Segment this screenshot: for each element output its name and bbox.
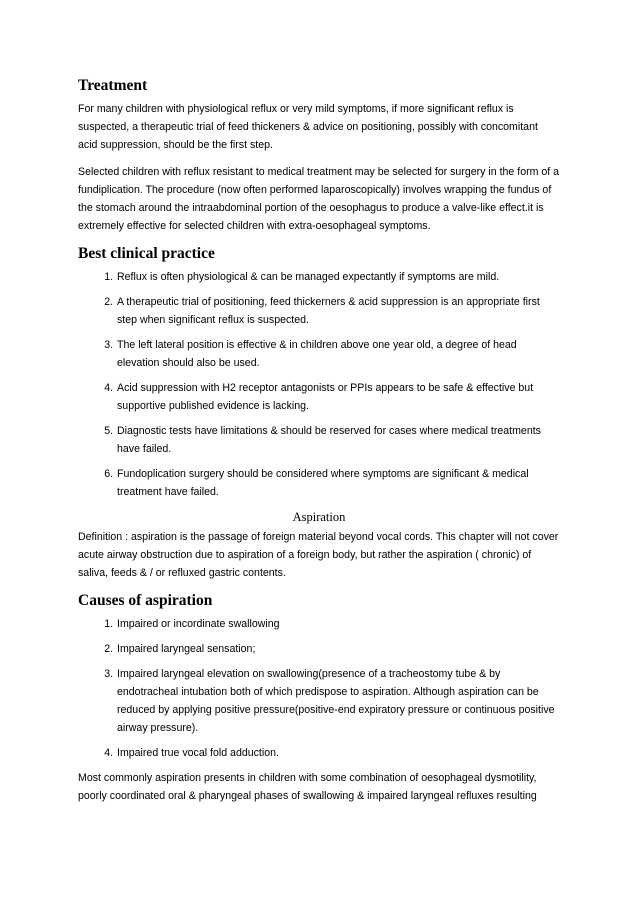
causes-list <box>78 615 560 762</box>
causes-heading: Causes of aspiration <box>78 592 213 609</box>
list-item: 4. Impaired true vocal fold adduction. <box>116 744 560 762</box>
list-item: 2. A therapeutic trial of positioning, feed thickerners & acid suppression is an appropriate first step when significant reflux is suspected. <box>116 293 560 329</box>
list-item: 5. Diagnostic tests have limitations & should be reserved for cases where medical treatments have failed. <box>116 422 560 458</box>
aspiration-title: Aspiration <box>292 510 346 524</box>
treatment-paragraph-2: Selected children with reflux resistant to medical treatment may be selected for surgery in the form of a fundiplication. The procedure (now often performed laparoscopically) involves wrapping the fundus of the stomach around the intraabdominal portion of the oesophagus to produce a valve-like effect.it is extremely effective for selected children with extra-oesophageal symptoms. <box>78 166 560 232</box>
best-practice-heading: Best clinical practice <box>78 245 215 262</box>
list-item: 1. Impaired or incordinate swallowing <box>116 615 560 633</box>
list-item: 6. Fundoplication surgery should be considered where symptoms are significant & medical treatment have failed. <box>116 465 560 501</box>
list-item: 4. Acid suppression with H2 receptor antagonists or PPIs appears to be safe & effective but supportive published evidence is lacking. <box>116 379 560 415</box>
list-item: 2. Impaired laryngeal sensation; <box>116 640 560 658</box>
causes-closing-paragraph: Most commonly aspiration presents in children with some combination of oesophageal dysmotility, poorly coordinated oral & pharyngeal phases of swallowing & impaired laryngeal refluxes resulting <box>78 772 537 802</box>
list-item: 3. The left lateral position is effective & in children above one year old, a degree of head elevation should also be used. <box>116 336 560 372</box>
list-item: 1. Reflux is often physiological & can be managed expectantly if symptoms are mild. <box>116 268 560 286</box>
treatment-paragraph-1: For many children with physiological reflux or very mild symptoms, if more significant reflux is suspected, a therapeutic trial of feed thickeners & advice on positioning, possibly with concomitant acid suppression, should be the first step. <box>78 103 538 151</box>
treatment-heading: Treatment <box>78 77 148 94</box>
aspiration-definition: Definition : aspiration is the passage of foreign material beyond vocal cords. This chapter will not cover acute airway obstruction due to aspiration of a foreign body, but rather the aspiration ( chronic) of saliva, feeds & / or refluxed gastric contents. <box>78 531 559 579</box>
list-item: 3. Impaired laryngeal elevation on swallowing(presence of a tracheostomy tube & by endotracheal intubation both of which predispose to aspiration. Although aspiration can be reduced by applying positive pressure(positive-end expiratory pressure or continuous positive airway pressure). <box>116 665 560 737</box>
best-practice-list <box>78 268 560 501</box>
